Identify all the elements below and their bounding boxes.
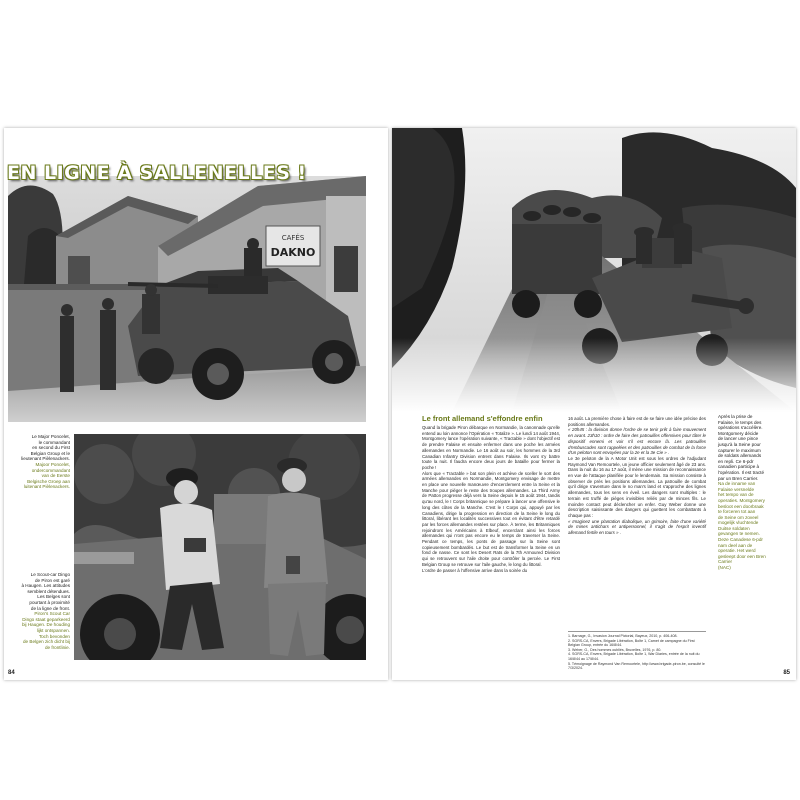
caption-nl-line: de frontlinie. xyxy=(44,644,70,650)
caption-fr-line: de soldats allemands xyxy=(718,453,762,459)
caption-fr-line: Montgomery décide xyxy=(718,430,759,436)
caption-nl-line: ondercommandant xyxy=(31,467,70,473)
caption-scout-car xyxy=(6,572,70,650)
caption-fr-line: en second du First xyxy=(32,445,70,451)
photo-scout-car xyxy=(74,434,366,660)
caption-fr-line: opérations s'accélère. xyxy=(718,425,763,431)
page-number-right: 85 xyxy=(783,670,790,676)
caption-fr-line: l'opération. Il est tracté xyxy=(718,469,765,475)
caption-fr-line: Les Belges sont xyxy=(37,594,70,600)
caption-nl-line: nam deel aan de xyxy=(718,542,753,548)
caption-nl-line: luitenant Pièlenackers. xyxy=(23,484,70,490)
shop-sign-text: DAKNO xyxy=(270,246,316,259)
caption-poncelet xyxy=(6,434,70,490)
caption-fr-line: le commandant xyxy=(38,439,70,445)
photo-antitank-gun xyxy=(392,128,796,412)
footnotes xyxy=(568,631,706,671)
caption-fr-line: de lancer une pince xyxy=(718,436,759,442)
footnote: 1. Barnage, G., Invasion Journal Pictorial, Bayeux, 2010, p. 406-408. xyxy=(568,634,678,638)
paragraph: Le 3e peloton de la A Motor Unit est sous les ordres de l'adjudant Raymond Van Remoortele, un jeune officier seulement âgé de 23 ans. Dans la nuit du 16 au 17 août, il mène une mission de reconnaissance en vue de l'attaque planifiée pour le lendemain. Sa mission consiste à observer de près les positions allemandes. La patrouille de combat qu'il dirige s'aventure dans le no man's land et s'approche des lignes allemandes, tous les sens en éveil. Les dangers sont multiples : le terrain est truffé de pièges invisibles reliés par de minces fils. Le moindre contact peut déclencher un enfer. Guy Weber donne une description saisissante des dangers qui guettent les combattants à chaque pas : xyxy=(568,455,706,518)
caption-nl-line: van de Eerste xyxy=(41,473,70,479)
caption-nl-line: Dingo staat geparkeerd xyxy=(22,616,70,622)
caption-fr-line: capturer le maximum xyxy=(718,447,761,453)
paragraph: L'ordre de passer à l'offensive arrive dans la soirée du xyxy=(422,567,528,573)
caption-nl-line: te forceren tot aan xyxy=(718,509,756,515)
caption-nl-line: operaties. Montgomery xyxy=(718,497,765,503)
caption-fr-line: par un Bren Carrier. xyxy=(718,475,759,481)
caption-nl-line: gesleept door een Bren xyxy=(718,553,766,559)
caption-fr-line: jusqu'à la Seine pour xyxy=(718,441,761,447)
quote-paragraph: « 20h45 : la division donne l'ordre de se tenir prêt à faire mouvement en avant. 23h10 : ordre de faire des patrouilles offensives pour tâter le dispositif ennemi et voir s'il est encore là. Les patrouilles d'embuscades sont rappelées et des patrouilles de combat de la force d'un peloton sont envoyées par la 2e et la 3e Cie » . xyxy=(568,427,706,456)
caption-fr-line: semblent détendues. xyxy=(27,588,70,594)
caption-fr-line: à Haugen. Les attitudes xyxy=(21,583,70,589)
caption-nl-line: Duitse soldaten xyxy=(718,525,750,531)
caption-fr-line: Le Major Poncelet, xyxy=(31,434,70,439)
paragraph: Quand la brigade Piron débarque en Normandie, la canonnade qu'elle entend au loin annonce l'Opération « Totalize ». Le lundi 14 août 1944, Montgomery lance l'opération suivante, « Tractable » dont l'objectif est de prendre Falaise et ensuite enfermer dans une poche les armées allemandes en Normandie. Le 16 août au soir, les hommes de la 3rd Canadian Infantry Division entrent dans Falaise. Ils vont s'y battre toute la nuit. Il faudra encore deux jours de bataille pour fermer la poche ! xyxy=(422,425,560,470)
article-column-1 xyxy=(422,425,560,573)
caption-nl-line: Na de inname van xyxy=(718,481,756,487)
caption-fr-line: de Piron est garé xyxy=(35,577,70,583)
caption-antitank-gun xyxy=(718,414,792,571)
caption-nl-line: Toch bevonden xyxy=(38,633,70,639)
paragraph: 16 août. La première chose à faire est de se faire une idée précise des positions allemandes. xyxy=(568,416,706,427)
svg-text:CAFÉS: CAFÉS xyxy=(281,234,305,242)
article-column-2 xyxy=(568,416,706,536)
photo-armoured-car xyxy=(8,176,366,422)
article-heading: Le front allemand s'effondre enfin xyxy=(422,414,543,423)
caption-nl-line: Piron's Scout Car xyxy=(34,611,70,617)
caption-fr-line: pourtant à proximité xyxy=(29,599,70,605)
right-page xyxy=(392,128,796,680)
quote-paragraph: « Imaginez une plantation diabolique, un grimoire, faite d'une variété de mines antichars et antipersonnel, il s'agit de l'esprit inventif allemand fertile en tours » . xyxy=(568,518,706,536)
caption-nl-line: besloot een doorbraak xyxy=(718,503,764,509)
caption-nl-line: Majoor Poncelet, xyxy=(35,461,70,467)
caption-fr-line: Falaise, le temps des xyxy=(718,419,762,425)
caption-nl-line: mogelijk vluchtende xyxy=(718,520,759,526)
caption-nl-line: Carrier xyxy=(718,559,733,565)
caption-fr-line: Après la prise de xyxy=(718,414,753,419)
footnote: 4. SGRS-CA, Envers, Brigade Libération, Boîte 1, War Diaries, entrée de la nuit du 16/8/44 au 17/8/44. xyxy=(568,652,700,661)
footnote: 2. SGRS-CA, Envers, Brigade Libération, Boîte 1, Carnet de campagne du First Belgian Group, entrée du 16/8/44. xyxy=(568,638,695,648)
caption-fr-line: lieutenant Pièlenackers. xyxy=(21,456,70,462)
chapter-title: EN LIGNE À SALLENELLES ! xyxy=(7,162,307,184)
caption-fr-line: canadien participe à xyxy=(718,464,760,470)
caption-fr-line: en repli. Ce 6-pdr xyxy=(718,458,754,464)
footnote: 5. Témoignage de Raymond Van Remoortele, http://www.brigade-piron.be, consulté le 7/3/2024. xyxy=(568,661,705,671)
caption-nl-line: Deze Canadese 6-pdr xyxy=(718,537,763,543)
caption-nl-line: gevangen te nemen. xyxy=(718,531,760,537)
left-page xyxy=(4,128,388,680)
caption-nl-line: de Seine om zoveel xyxy=(718,514,759,520)
caption-nl-line: Falaise versnelde xyxy=(718,486,755,492)
caption-nl-line: het tempo van de xyxy=(718,492,754,498)
caption-nl-line: Belgische Groep aan xyxy=(27,478,70,484)
caption-nl-line: operatie. Het werd xyxy=(718,548,756,554)
caption-nl-line: bij Haugen. De houding xyxy=(21,622,70,628)
page-number-left: 84 xyxy=(8,670,15,676)
footnote: 3. Weber, G., Des hommes oubliés, Bruxelles, 1976, p. 80. xyxy=(568,647,662,652)
caption-nl-line: de Belgen zich dicht bij xyxy=(23,639,70,645)
caption-fr-line: de la ligne de front. xyxy=(30,605,70,611)
caption-fr-line: Le Scout-car Dingo xyxy=(30,572,70,577)
caption-fr-line: Belgian Group et le xyxy=(30,450,70,456)
paragraph: Alors que « Tractable » bat son plein et achève de sceller le sort des armées allemandes en Normandie, Montgomery envisage de mettre en place une nouvelle manœuvre d'encerclement entre la Seine et la Manche pour piéger le reste des troupes allemandes. La Third Army de Patton progresse déjà vers la Seine depuis le 15 août 1944, tandis qu'au nord, le I Corps britannique se prépare à lancer une offensive le long des côtes de la Manche. C'est le I Corps qui, appuyé par les Canadiens, dirige la progression en direction de la Seine le long du littoral, libérant les localités successives tout en évitant d'être retardé par les forces allemandes restées sur place. À terme, les Britanniques rejoindront les Américains à Elbeuf, encerclant ainsi les forces allemandes qui n'ont pas encore eu le temps de traverser la Seine. Pendant ce temps, les ponts de passage sur la Seine sont copieusement bombardés. Le but est de transformer la Seine en un fond de nasse. Ce sont les Desert Rats de la 7th Armoured Division qui se retrouvent sur l'aile droite pour contrôler la percée. Le First Belgian Group se retrouve sur l'aile gauche, le long du littoral. xyxy=(422,470,560,567)
caption-nl-line: (NAC) xyxy=(718,565,731,571)
caption-nl-line: lijkt ontspannen. xyxy=(36,627,70,633)
